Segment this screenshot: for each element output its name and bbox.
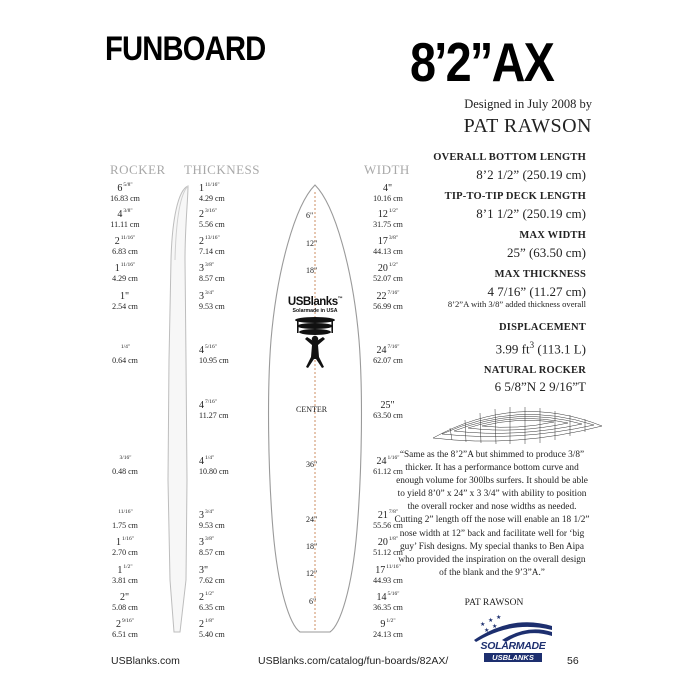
measurement-cm: 16.83 cm — [110, 194, 140, 203]
measurement-fraction: 1/16" — [387, 455, 400, 461]
flag-stars-icon — [472, 612, 554, 642]
usblanks-logo — [287, 296, 343, 375]
measurement-cm: 62.07 cm — [373, 356, 403, 365]
measurement-inches: 3" — [199, 565, 209, 576]
measurement-fraction: 5/16" — [205, 344, 218, 350]
spec-label: MAX THICKNESS — [494, 269, 586, 280]
measurement-cm: 4.29 cm — [199, 194, 225, 203]
board-mark: 6" — [309, 597, 317, 606]
measurement-cm: 11.11 cm — [110, 220, 140, 229]
displacement-value — [351, 340, 586, 357]
measurement-fraction: 1/8" — [205, 618, 215, 624]
measurement-fraction: 11/16" — [205, 182, 220, 188]
rocker-measurement — [103, 291, 147, 311]
measurement-cm: 2.54 cm — [112, 302, 138, 311]
measurement-fraction: 3/8" — [123, 208, 133, 214]
measurement-cm: 7.62 cm — [199, 576, 225, 585]
figure-logo-icon — [287, 315, 343, 375]
badge-top-text: SOLARMADE — [480, 640, 546, 652]
measurement-cm: 1.75 cm — [112, 521, 138, 530]
measurement-inches: 2 — [199, 592, 204, 603]
measurement-cm: 8.57 cm — [199, 274, 225, 283]
svg-text:★: ★ — [484, 627, 490, 634]
measurement-fraction: 1/2" — [388, 208, 399, 214]
board-mark: 18" — [306, 542, 318, 551]
thickness-measurement — [199, 592, 243, 612]
measurement-fraction: 7/16" — [205, 399, 218, 405]
measurement-cm: 51.12 cm — [373, 548, 403, 557]
measurement-inches: 2 — [199, 619, 204, 630]
measurement-cm: 31.75 cm — [373, 220, 403, 229]
rocker-measurement — [103, 263, 147, 283]
measurement-inches: 4 — [117, 209, 123, 220]
thickness-measurement — [199, 400, 243, 420]
measurement-fraction: 7/16" — [387, 290, 400, 296]
svg-text:★: ★ — [492, 623, 498, 630]
measurement-inches: 2 — [115, 619, 121, 630]
thickness-measurement — [199, 236, 243, 256]
measurement-cm: 7.14 cm — [199, 247, 225, 256]
measurement-cm: 56.99 cm — [373, 302, 403, 311]
measurement-cm: 3.81 cm — [112, 576, 138, 585]
measurement-fraction: 1/2" — [205, 591, 215, 597]
logo-subtitle: Solarmade in USA — [292, 308, 338, 314]
measurement-cm: 8.57 cm — [199, 548, 225, 557]
measurement-inches: 24 — [376, 456, 387, 467]
measurement-inches: 3 — [199, 263, 204, 274]
measurement-fraction: 3/8" — [205, 536, 215, 542]
measurement-inches: 17 — [377, 236, 388, 247]
measurement-cm: 5.40 cm — [199, 630, 225, 639]
measurement-fraction: 11/16" — [120, 262, 136, 268]
measurement-cm: 10.95 cm — [199, 356, 229, 365]
rocker-measurement — [103, 456, 147, 476]
board-mark: 12" — [306, 239, 318, 248]
measurement-cm: 11.27 cm — [199, 411, 229, 420]
wireframe-board-drawing — [430, 396, 605, 448]
measurement-fraction: 5/16" — [387, 591, 400, 597]
page-title-left: FUNBOARD — [105, 30, 266, 68]
measurement-cm: 5.56 cm — [199, 220, 225, 229]
measurement-inches: 1 — [114, 263, 120, 274]
rocker-header: ROCKER — [110, 162, 166, 177]
measurement-inches: 2 — [114, 236, 120, 247]
board-mark: 24" — [306, 515, 318, 524]
measurement-fraction: 1/8" — [388, 536, 399, 542]
measurement-cm: 0.64 cm — [112, 356, 138, 365]
measurement-inches: 22 — [376, 291, 387, 302]
thickness-measurement — [199, 263, 243, 283]
spec-label: MAX WIDTH — [519, 230, 586, 241]
spec-value: 3.99 ft — [495, 341, 530, 357]
measurement-inches: 3 — [199, 510, 204, 521]
rocker-measurement — [103, 592, 147, 612]
measurement-inches: 24 — [376, 345, 387, 356]
measurement-cm: 24.13 cm — [373, 630, 403, 639]
measurement-cm: 6.51 cm — [112, 630, 138, 639]
footer-url-link[interactable]: USBlanks.com/catalog/fun-boards/82AX/ — [258, 655, 449, 667]
svg-text:★: ★ — [480, 621, 486, 628]
measurement-inches: 20 — [377, 263, 388, 274]
solarmade-badge — [472, 612, 554, 662]
rocker-measurement — [103, 565, 147, 585]
logo-brand: USBlanks — [287, 296, 338, 308]
rocker-measurement — [103, 236, 147, 256]
thickness-measurement — [199, 565, 243, 585]
measurement-inches: 1 — [199, 183, 204, 194]
measurement-fraction: 3/4" — [205, 509, 215, 515]
measurement-inches: 2 — [199, 236, 204, 247]
measurement-inches: 9 — [380, 619, 386, 630]
measurement-cm: 52.07 cm — [373, 274, 403, 283]
signature: PAT RAWSON — [464, 598, 524, 608]
spec-value: 25” (63.50 cm) — [506, 245, 586, 260]
measurement-cm: 55.56 cm — [373, 521, 403, 530]
svg-text:★: ★ — [488, 617, 494, 624]
board-mark: 12" — [306, 569, 318, 578]
measurement-cm: 6.35 cm — [199, 603, 225, 612]
measurement-inches: 3 — [199, 291, 204, 302]
spec-exponent: 3 — [529, 340, 535, 350]
measurement-inches: 4" — [382, 183, 393, 194]
board-mark: 18" — [306, 266, 318, 275]
width-measurement — [366, 619, 410, 639]
board-center-mark: CENTER — [296, 405, 328, 414]
spec-label: NATURAL ROCKER — [483, 365, 586, 376]
measurement-cm: 6.83 cm — [112, 247, 138, 256]
footer-site-link[interactable]: USBlanks.com — [111, 655, 180, 667]
measurement-cm: 0.48 cm — [112, 467, 138, 476]
measurement-fraction: 5/8" — [123, 182, 133, 188]
measurement-fraction: 11/16" — [386, 564, 401, 570]
measurement-inches: 4 — [199, 400, 204, 411]
measurement-inches: 2 — [199, 209, 204, 220]
measurement-inches: 17 — [375, 565, 386, 576]
measurement-cm: 61.12 cm — [373, 467, 403, 476]
measurement-inches: 3 — [199, 537, 204, 548]
measurement-fraction: 3/8" — [205, 262, 215, 268]
thickness-measurement — [199, 510, 243, 530]
measurement-cm: 2.70 cm — [112, 548, 138, 557]
measurement-fraction: 3/16" — [205, 208, 218, 214]
rocker-measurement — [103, 209, 147, 229]
measurement-fraction: 7/8" — [388, 509, 399, 515]
measurement-inches: 12 — [377, 209, 388, 220]
measurement-inches: 14 — [376, 592, 387, 603]
measurement-cm: 36.35 cm — [373, 603, 403, 612]
measurement-fraction: 9/16" — [121, 618, 135, 624]
measurement-fraction: 1/2" — [386, 618, 396, 624]
page-number: 56 — [567, 655, 579, 667]
measurement-inches: 2" — [119, 592, 130, 603]
thickness-measurement — [199, 291, 243, 311]
measurement-cm: 44.93 cm — [373, 576, 403, 585]
measurement-cm: 5.08 cm — [112, 603, 138, 612]
measurement-inches: 20 — [377, 537, 388, 548]
thickness-measurement — [199, 456, 243, 476]
measurement-fraction: 11/16" — [120, 235, 136, 241]
measurement-cm: 9.53 cm — [199, 521, 225, 530]
width-header: WIDTH — [364, 162, 410, 177]
description-text: “Same as the 8’2”A but shimmed to produce 3/8” thicker. It has a performance bottom curve and enough volume for 300lbs surfers. It should be able to yield 8’0” x 24” x 3 3/4” with ability to position the overall rocker and nose widths as needed. Cutting 2” length off the nose will enable an 18 1/2” nose width at 12” back and facilitate well for ‘big guy’ Fish designs. My special thanks to Ben Aipa who provided the inspiration on the overall design of the blank and the 9’3”A.” — [394, 450, 590, 578]
measurement-cm: 63.50 cm — [373, 411, 403, 420]
width-measurement — [366, 592, 410, 612]
measurement-inches: 4 — [199, 456, 204, 467]
rocker-measurement — [103, 183, 147, 203]
measurement-cm: 4.29 cm — [112, 274, 138, 283]
spec-value: 8’1 1/2” (250.19 cm) — [476, 206, 586, 221]
rocker-profile-drawing — [150, 180, 200, 640]
thickness-measurement — [199, 345, 243, 365]
spec-label: DISPLACEMENT — [499, 322, 586, 333]
measurement-inches: 1" — [119, 291, 130, 302]
rocker-measurement — [103, 537, 147, 557]
measurement-cm: 9.53 cm — [199, 302, 225, 311]
measurement-inches: 1 — [117, 565, 123, 576]
rocker-measurement — [103, 619, 147, 639]
measurement-fraction: 3/4" — [205, 290, 215, 296]
spec-value: 4 7/16” (11.27 cm) — [487, 284, 586, 299]
spec-note: 8’2”A with 3/8” added thickness overall — [447, 299, 586, 309]
rocker-measurement — [103, 510, 147, 530]
designed-line: Designed in July 2008 by — [464, 97, 592, 111]
spec-label: TIP-TO-TIP DECK LENGTH — [444, 191, 586, 202]
spec-value-after: (113.1 L) — [534, 341, 586, 357]
thickness-measurement — [199, 183, 243, 203]
measurement-cm: 10.16 cm — [373, 194, 403, 203]
measurement-fraction: 1/16" — [121, 536, 135, 542]
badge-bottom-text: USBLANKS — [484, 653, 542, 662]
measurement-fraction: 11/16" — [118, 509, 133, 515]
measurement-inches: 25" — [380, 400, 395, 411]
measurement-fraction: 3/16" — [119, 455, 132, 461]
thickness-header: THICKNESS — [184, 162, 261, 177]
spec-label: OVERALL BOTTOM LENGTH — [433, 152, 586, 163]
measurement-fraction: 1/2" — [123, 564, 133, 570]
measurement-cm: 10.80 cm — [199, 467, 229, 476]
thickness-measurement — [199, 619, 243, 639]
measurement-cm: 44.13 cm — [373, 247, 403, 256]
spec-value: 6 5/8”N 2 9/16”T — [494, 379, 586, 394]
page-title-right: 8’2”AX — [410, 31, 554, 93]
board-mark: 6" — [306, 211, 314, 220]
measurement-inches: 6 — [117, 183, 123, 194]
measurement-inches: 1 — [115, 537, 121, 548]
svg-text:★: ★ — [496, 614, 502, 621]
measurement-fraction: 1/4" — [120, 344, 131, 350]
measurement-fraction: 13/16" — [205, 235, 220, 241]
rocker-measurement — [103, 345, 147, 365]
designer-name: PAT RAWSON — [463, 115, 592, 137]
measurement-fraction: 3/8" — [388, 235, 399, 241]
board-mark: 36" — [306, 460, 318, 469]
thickness-measurement — [199, 537, 243, 557]
width-measurement — [366, 400, 410, 420]
measurement-fraction: 1/4" — [205, 455, 215, 461]
measurement-fraction: 7/16" — [387, 344, 400, 350]
measurement-inches: 4 — [199, 345, 204, 356]
measurement-inches: 21 — [377, 510, 388, 521]
logo-tm: ™ — [337, 296, 343, 302]
thickness-measurement — [199, 209, 243, 229]
spec-value: 8’2 1/2” (250.19 cm) — [476, 167, 586, 182]
measurement-fraction: 1/2" — [388, 262, 399, 268]
